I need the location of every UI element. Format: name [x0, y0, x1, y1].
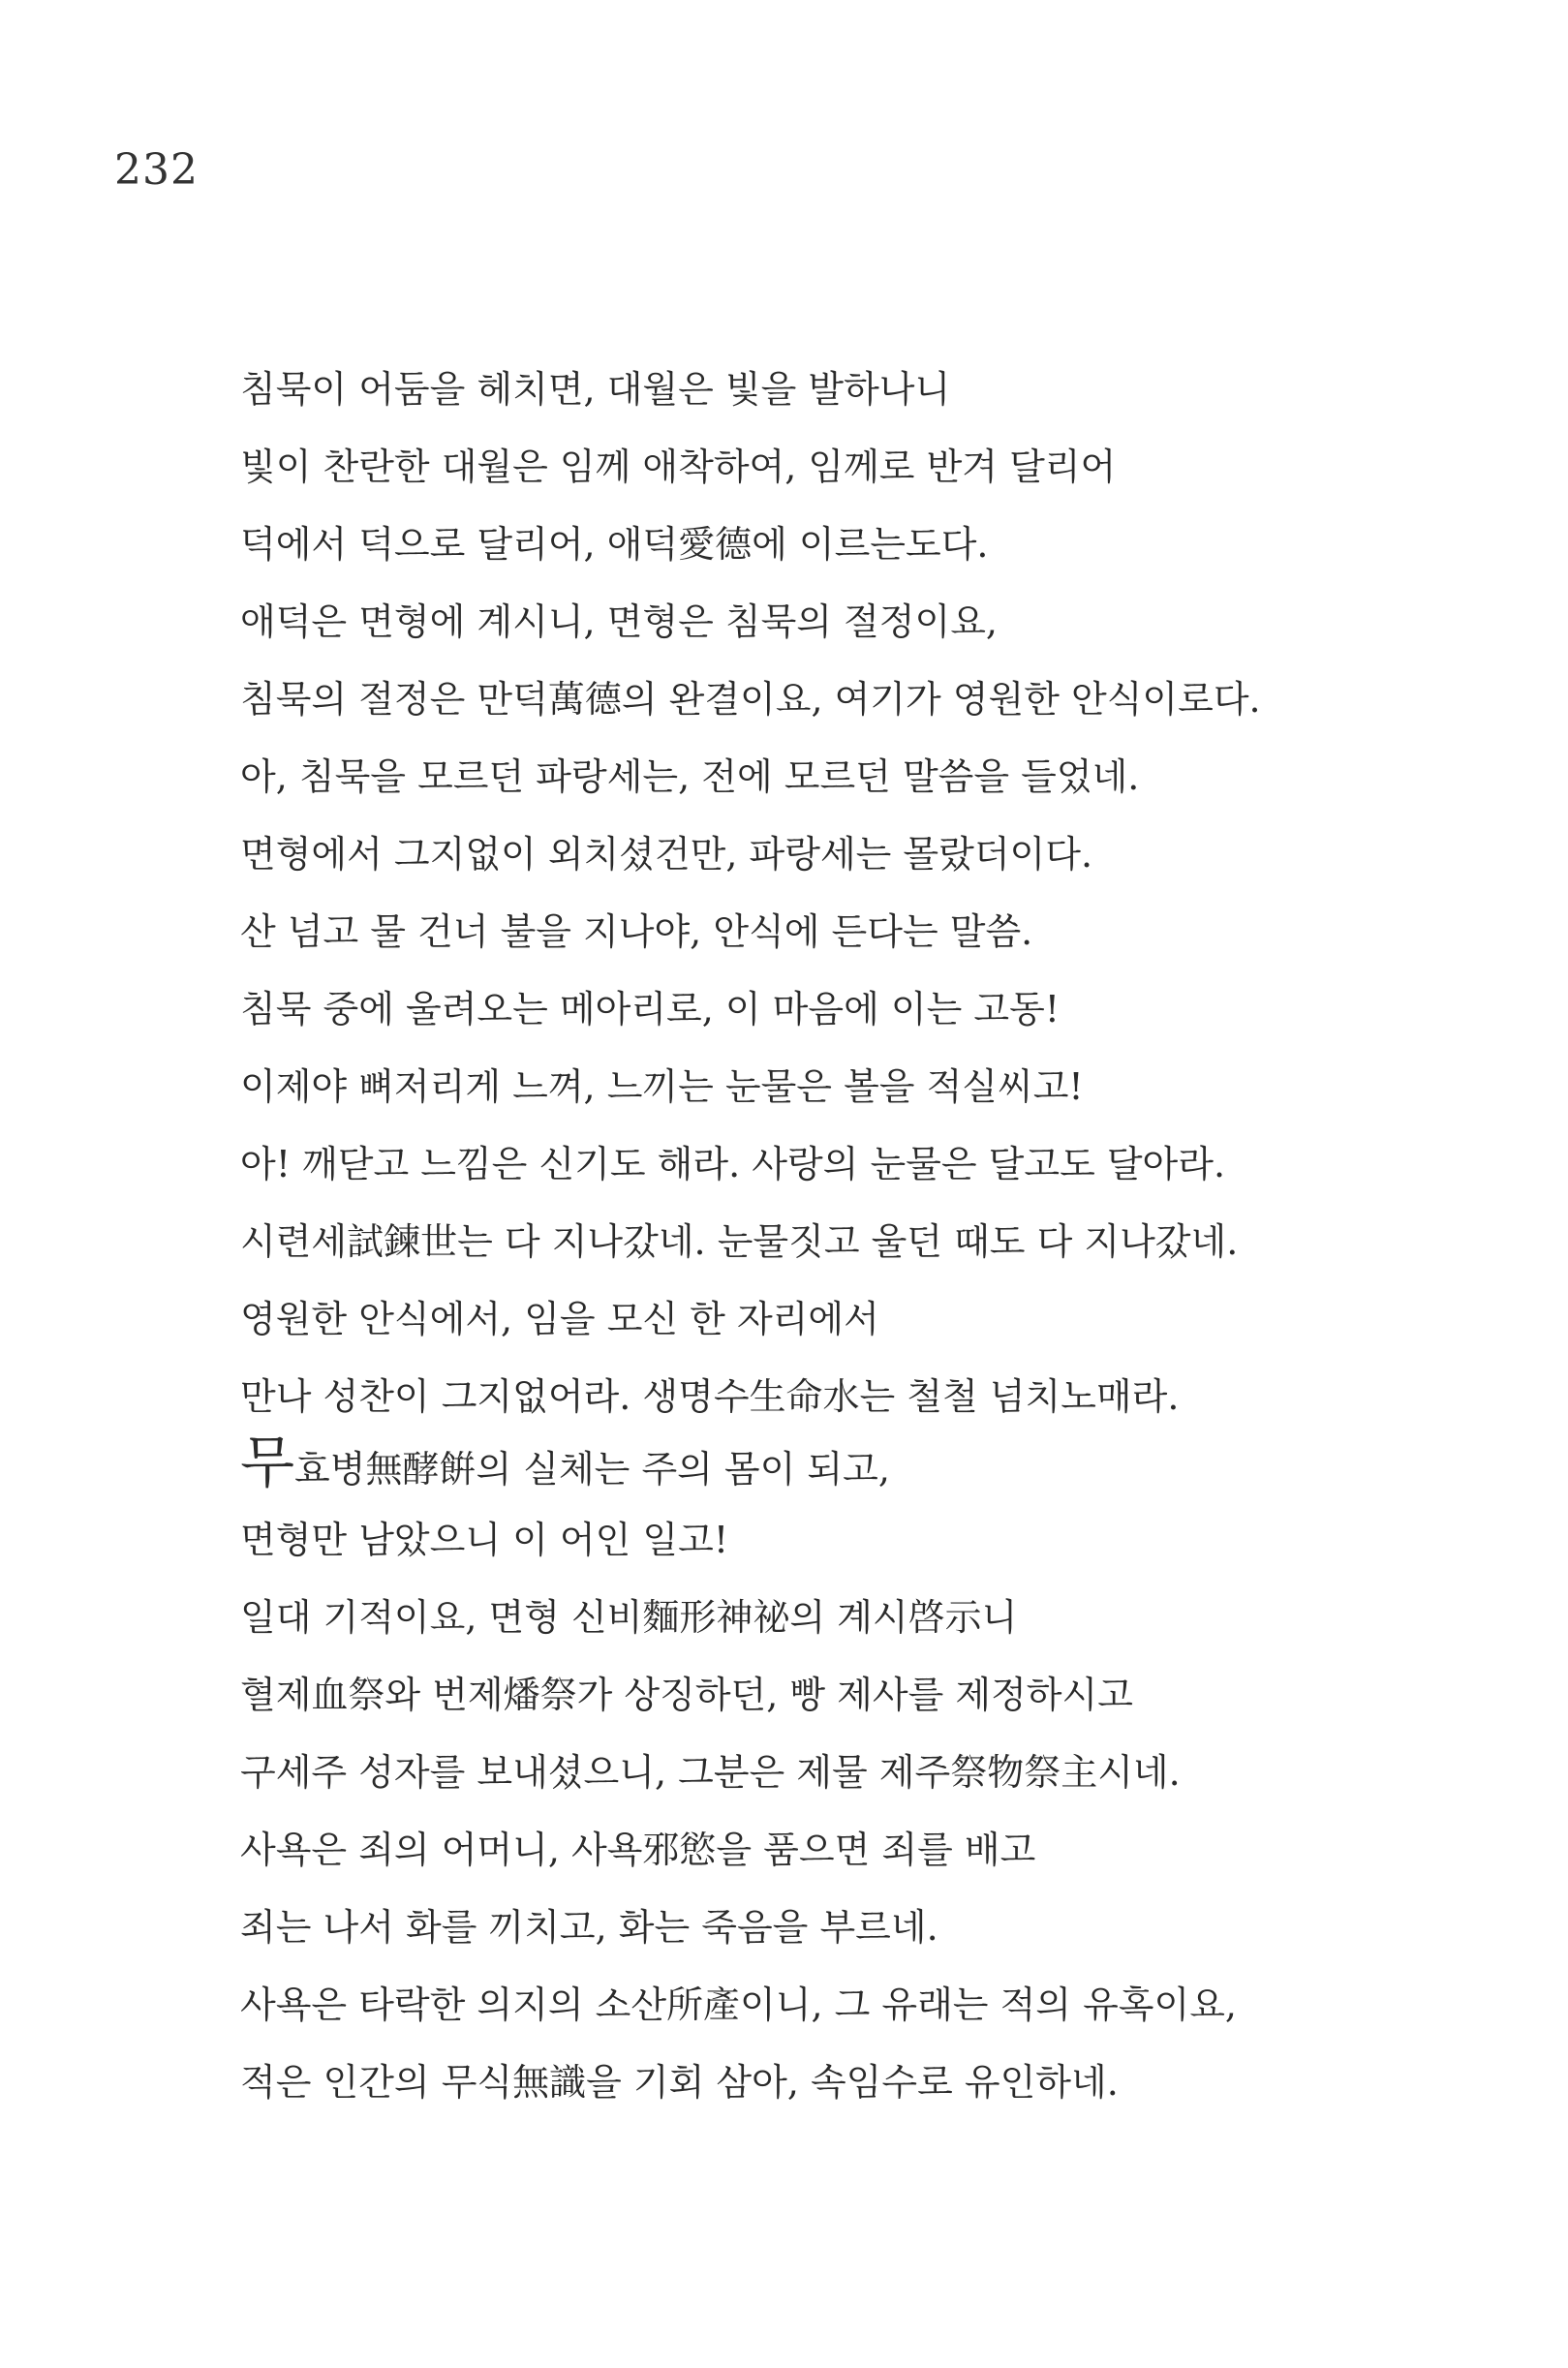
verse-line: 아, 침묵을 모르던 파랑세는, 전에 모르던 말씀을 들었네. [240, 755, 1140, 798]
verse-line: 만나 성찬이 그지없어라. 생명수生命水는 철철 넘치노매라. [240, 1375, 1180, 1418]
page-number: 232 [114, 145, 199, 195]
verse-line: 죄는 나서 화를 끼치고, 화는 죽음을 부르네. [240, 1906, 938, 1949]
verse-line: 사욕은 타락한 의지의 소산所產이니, 그 유래는 적의 유혹이요, [240, 1984, 1237, 2026]
verse-line: 애덕은 면형에 계시니, 면형은 침묵의 절정이요, [240, 600, 999, 643]
verse-line: 사욕은 죄의 어머니, 사욕邪慾을 품으면 죄를 배고 [240, 1829, 1036, 1871]
stanza-lead-character: 무 [240, 1430, 295, 1495]
verse-line: 혈제血祭와 번제燔祭가 상징하던, 빵 제사를 제정하시고 [240, 1674, 1133, 1716]
verse-line: 침묵의 절정은 만덕萬德의 완결이요, 여기가 영원한 안식이로다. [240, 678, 1261, 721]
verse-line: 침묵 중에 울려오는 메아리로, 이 마음에 이는 고동! [240, 988, 1061, 1030]
verse-line: 산 넘고 물 건너 불을 지나야, 안식에 든다는 말씀. [240, 910, 1033, 953]
verse-line: 빛이 찬란한 대월은 임께 애착하여, 임께로 반겨 달리어 [240, 446, 1117, 488]
verse-line: 면형만 남았으니 이 어인 일고! [240, 1519, 729, 1561]
verse-line: 덕에서 덕으로 달리어, 애덕愛德에 이르는도다. [240, 523, 989, 566]
verse-line: 면형에서 그지없이 외치셨건만, 파랑세는 몰랐더이다. [240, 833, 1093, 876]
verse-line: 영원한 안식에서, 임을 모신 한 자리에서 [240, 1298, 879, 1340]
verse-line: 침묵이 어둠을 헤치면, 대월은 빛을 발하나니 [240, 368, 951, 411]
verse-line: 구세주 성자를 보내셨으니, 그분은 제물 제주祭物祭主시네. [240, 1751, 1181, 1794]
verse-line: 이제야 뼈저리게 느껴, 느끼는 눈물은 볼을 적실씨고! [240, 1065, 1084, 1108]
verse-line: 아! 깨닫고 느낌은 신기도 해라. 사랑의 눈물은 달고도 달아라. [240, 1143, 1226, 1185]
verse-line: 일대 기적이요, 면형 신비麵形神祕의 계시啓示니 [240, 1596, 1018, 1639]
stanza-1 [240, 351, 1402, 1435]
verse-line: 시련세試鍊世는 다 지나갔네. 눈물짓고 울던 때도 다 지나갔네. [240, 1220, 1239, 1263]
stanza-2 [240, 1424, 1402, 2121]
verse-line-first-rest: 효병無酵餠의 실체는 주의 몸이 되고, [294, 1448, 890, 1491]
verse-line-first [240, 1424, 1402, 1501]
verse-line: 적은 인간의 무식無識을 기회 삼아, 속임수로 유인하네. [240, 2061, 1119, 2104]
